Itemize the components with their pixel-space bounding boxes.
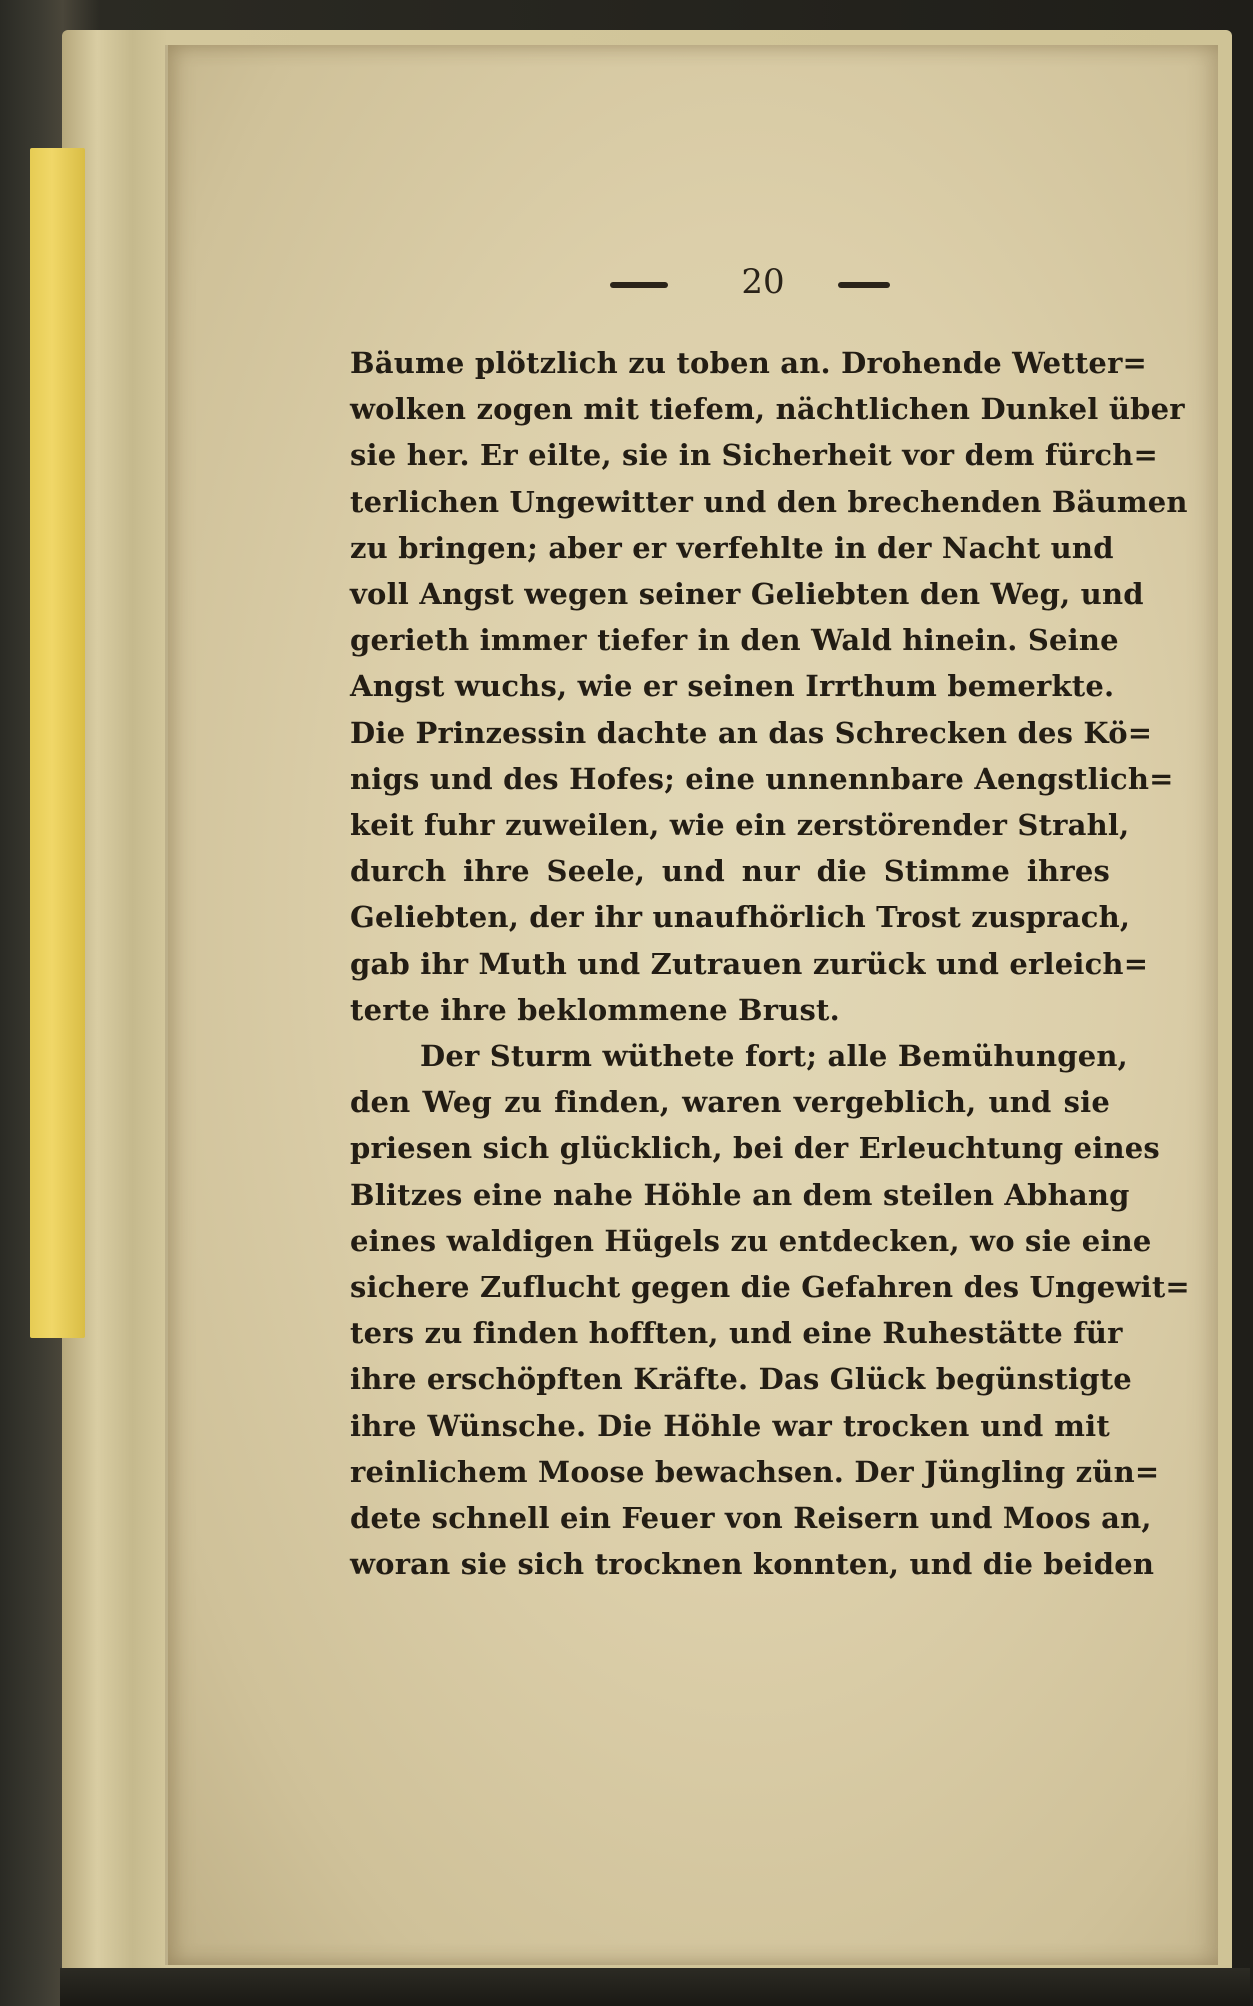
text-line: terlichen Ungewitter und den brechenden Bäumen bbox=[350, 484, 1188, 519]
text-line: dete schnell ein Feuer von Reisern und Moos an, bbox=[350, 1501, 1152, 1536]
paragraph-2 bbox=[350, 1033, 1190, 1587]
text-line: terte ihre beklommene Brust. bbox=[350, 992, 840, 1027]
text-line: Die Prinzessin dachte an das Schrecken des Kö= bbox=[350, 715, 1153, 750]
text-line: wolken zogen mit tiefem, nächtlichen Dunkel über bbox=[350, 392, 1185, 427]
text-line: Bäume plötzlich zu toben an. Drohende Wetter= bbox=[350, 346, 1148, 380]
text-line: eines waldigen Hügels zu entdecken, wo sie eine bbox=[350, 1223, 1152, 1258]
text-line: keit fuhr zuweilen, wie ein zerstörender Strahl, bbox=[350, 808, 1130, 843]
text-line: gerieth immer tiefer in den Wald hinein. Seine bbox=[350, 623, 1119, 658]
text-line: woran sie sich trocknen konnten, und die beiden bbox=[350, 1547, 1155, 1582]
book-bottom-edge bbox=[60, 1968, 1250, 2006]
text-line: gab ihr Muth und Zutrauen zurück und erleich= bbox=[350, 946, 1149, 981]
text-line: Der Sturm wüthete fort; alle Bemühungen, bbox=[420, 1039, 1128, 1074]
text-line: sie her. Er eilte, sie in Sicherheit vor dem fürch= bbox=[350, 438, 1158, 473]
body-text bbox=[350, 340, 1190, 1587]
text-line: priesen sich glücklich, bei der Erleuchtung eines bbox=[350, 1131, 1160, 1166]
page-number: 20 bbox=[741, 262, 785, 302]
text-line: nigs und des Hofes; eine unnennbare Aengstlich= bbox=[350, 761, 1174, 796]
header-dash-right bbox=[838, 282, 890, 288]
paragraph-1 bbox=[350, 340, 1188, 1033]
text-line: voll Angst wegen seiner Geliebten den Weg, und bbox=[350, 577, 1144, 612]
text-line: den Weg zu finden, waren vergeblich, und sie bbox=[350, 1085, 1110, 1120]
text-line: ters zu finden hofften, und eine Ruhestätte für bbox=[350, 1316, 1123, 1351]
text-line: reinlichem Moose bewachsen. Der Jüngling zün= bbox=[350, 1454, 1160, 1489]
text-line: durch ihre Seele, und nur die Stimme ihres bbox=[350, 854, 1110, 889]
header-dash-left bbox=[610, 282, 668, 288]
text-line: ihre Wünsche. Die Höhle war trocken und mit bbox=[350, 1408, 1110, 1443]
text-line: sichere Zuflucht gegen die Gefahren des Ungewit= bbox=[350, 1270, 1190, 1305]
page-header bbox=[0, 262, 1253, 312]
text-line: ihre erschöpften Kräfte. Das Glück begünstigte bbox=[350, 1362, 1132, 1397]
text-line: Geliebten, der ihr unaufhörlich Trost zusprach, bbox=[350, 900, 1131, 935]
yellow-paper-slip bbox=[30, 148, 85, 1338]
text-line: Angst wuchs, wie er seinen Irrthum bemerkte. bbox=[350, 669, 1115, 704]
text-line: Blitzes eine nahe Höhle an dem steilen Abhang bbox=[350, 1177, 1130, 1212]
text-line: zu bringen; aber er verfehlte in der Nacht und bbox=[350, 530, 1114, 565]
